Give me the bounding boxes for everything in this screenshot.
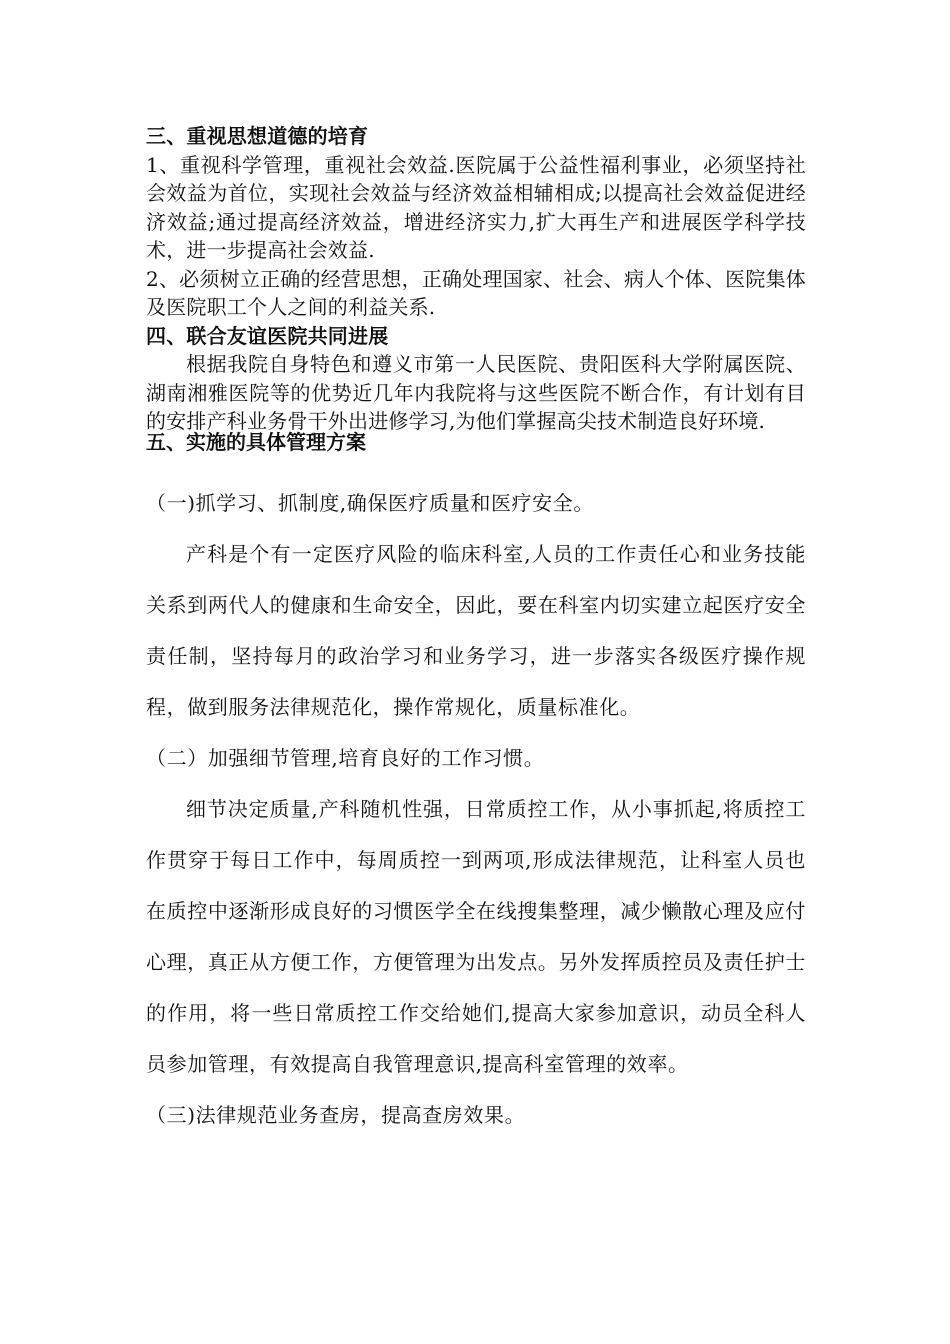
section-4-heading: 四、联合友谊医院共同进展	[146, 323, 389, 348]
section-4-body: 根据我院自身特色和遵义市第一人民医院、贵阳医科大学附属医院、湖南湘雅医院等的优势近几年内我院将与这些医院不断合作，有计划有目的安排产科业务骨干外出进修学习,为他们掌握高尖技术制造良好环境.	[146, 352, 806, 433]
section-3-item-2: 2、必须树立正确的经营思想，正确处理国家、社会、病人个体、医院集体及医院职工个人之间的利益关系.	[146, 266, 806, 319]
section-3-item-1: 1、重视科学管理，重视社会效益.医院属于公益性福利事业，必须坚持社会效益为首位，实现社会效益与经济效益相辅相成;以提高社会效益促进经济效益;通过提高经济效益，增进经济实力,扩大再生产和进展医学科学技术，进一步提高社会效益.	[146, 152, 806, 262]
dense-section	[146, 122, 806, 436]
subsection-2-title: （二）加强细节管理,培育良好的工作习惯。	[146, 746, 545, 770]
section-5-heading: 五、实施的具体管理方案	[146, 430, 366, 454]
subsection-1-body: 产科是个有一定医疗风险的临床科室,人员的工作责任心和业务技能关系到两代人的健康和生命安全，因此，要在科室内切实建立起医疗安全责任制，坚持每月的政治学习和业务学习，进一步落实各级医疗操作规程，做到服务法律规范化，操作常规化，质量标准化。	[146, 542, 806, 719]
loose-section	[146, 478, 806, 1141]
subsection-2-body: 细节决定质量,产科随机性强，日常质控工作，从小事抓起,将质控工作贯穿于每日工作中，每周质控一到两项,形成法律规范，让科室人员也在质控中逐渐形成良好的习惯医学全在线搜集整理，减少懒散心理及应付心理，真正从方便工作，方便管理为出发点。另外发挥质控员及责任护士的作用，将一些日常质控工作交给她们,提高大家参加意识，动员全科人员参加管理，有效提高自我管理意识,提高科室管理的效率。	[146, 797, 806, 1076]
subsection-3-title: （三)法律规范业务查房，提高查房效果。	[146, 1103, 526, 1127]
section-3-heading: 三、重视思想道德的培育	[146, 124, 369, 148]
subsection-1-title: （一)抓学习、抓制度,确保医疗质量和医疗安全。	[146, 491, 594, 515]
